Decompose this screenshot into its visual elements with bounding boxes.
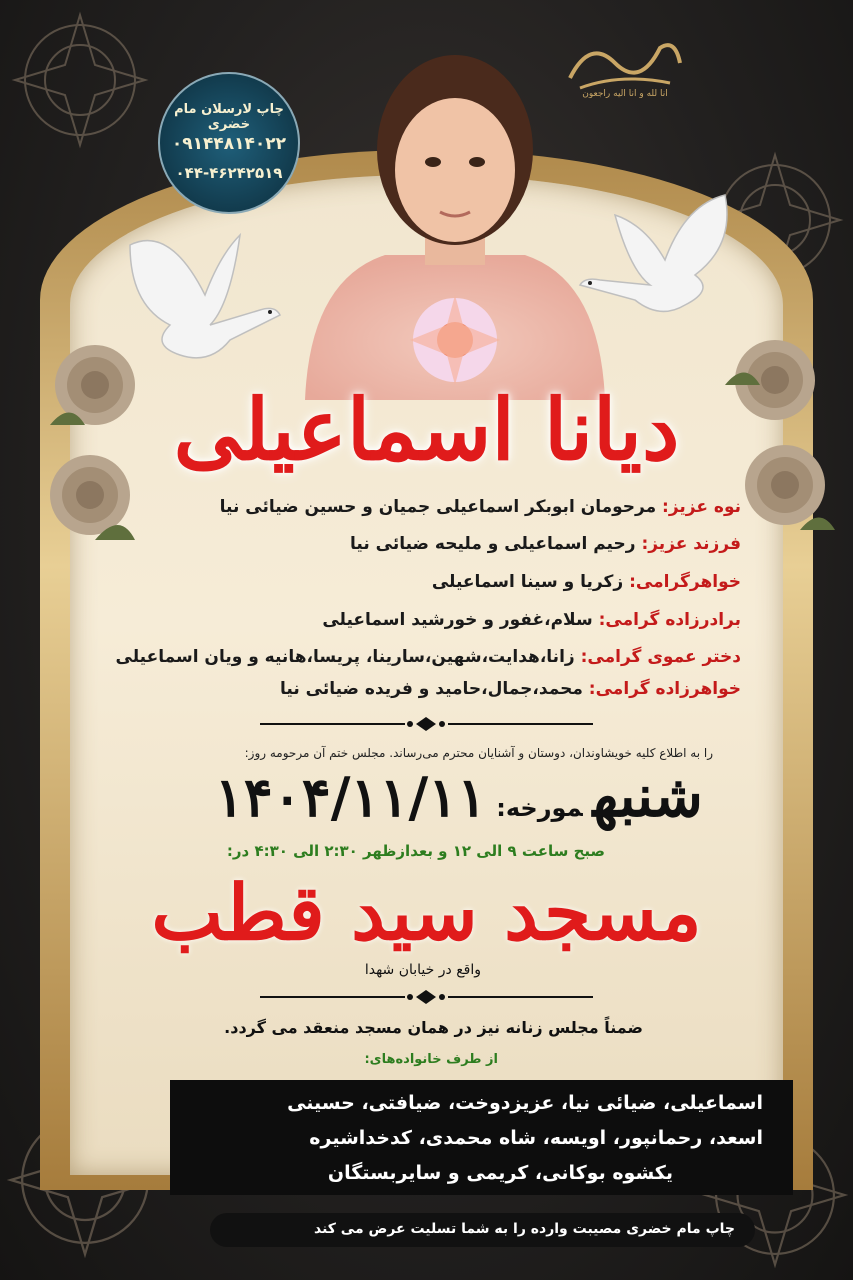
deceased-name: دیانا اسماعیلی [173,380,680,479]
date-label: مورخه: [496,794,583,822]
dove-right [575,185,745,335]
invitation-text: را به اطلاع کلیه خویشاوندان، دوستان و آشنایان محترم می‌رساند. مجلس ختم آن مرحومه روز: [244,746,713,760]
relation-value: سلام،غفور و خورشید اسماعیلی [322,610,599,630]
venue-location: واقع در خیابان شهدا [364,962,481,978]
footer-text: چاپ مام خضری مصیبت وارده را به شما تسلیت عرض می کند [313,1221,735,1237]
stamp-title: چاپ لارسلان مام خضری [174,102,284,132]
relation-row [350,534,741,554]
stamp-phone-2: ۰۴۴-۴۶۲۴۲۵۱۹ [175,164,283,182]
relation-label: برادرزاده گرامی: [598,610,741,630]
families-box [170,1080,793,1195]
relation-label: خواهرگرامی: [629,572,741,592]
families-line: اسعد، رحمانپور، اویسه، شاه محمدی، کدخداشیره [309,1127,763,1149]
portrait-photo [285,40,625,400]
relation-label: فرزند عزیز: [641,534,741,554]
relation-row [432,572,741,592]
relation-value: زکریا و سینا اسماعیلی [431,572,630,592]
families-line: اسماعیلی، ضیائی نیا، عزیزدوخت، ضیافتی، حسینی [287,1092,763,1114]
from-families-label: از طرف خانواده‌های: [364,1052,498,1067]
footer-bar [210,1213,755,1247]
ceremony-time: صبح ساعت ۹ الی ۱۲ و بعدازظهر ۲:۳۰ الی ۴:۳۰ در: [226,842,605,860]
relation-row [322,610,741,630]
printer-stamp [158,72,300,214]
calligraphy-text: انا لله و انا الیه راجعون [582,89,668,98]
venue-name: مسجد سید قطب [151,868,702,957]
relation-value: محمد،جمال،حامید و فریده ضیائی نیا [280,679,589,699]
relation-label: دختر عموی گرامی: [580,647,741,667]
date-value: ۱۴۰۴/۱۱/۱۱ [214,765,487,829]
relation-row [280,679,741,699]
relation-value: مرحومان ابوبکر اسماعیلی جمیان و حسین ضیائی نیا [219,497,663,517]
date-row [215,762,703,830]
relation-value: زانا،هدایت،شهین،سارینا، پریسا،هانیه و ویان اسماعیلی [115,647,581,667]
ornament-divider [260,717,593,731]
women-ceremony-note: ضمناً مجلس زنانه نیز در همان مسجد منعقد می گردد. [224,1018,643,1037]
relation-row [116,647,742,667]
stamp-phone-1: ۰۹۱۴۴۸۱۴۰۲۲ [171,134,287,154]
ornament-divider [260,990,593,1004]
relation-label: نوه عزیز: [662,497,741,517]
relation-label: خواهرزاده گرامی: [588,679,741,699]
weekday: شنبه [592,762,703,830]
corner-ornament-top-left [10,10,150,150]
relation-value: رحیم اسماعیلی و ملیحه ضیائی نیا [350,534,642,554]
relation-row [220,497,741,517]
families-line: یکشوه بوکانی، کریمی و سایربستگان [327,1162,673,1184]
